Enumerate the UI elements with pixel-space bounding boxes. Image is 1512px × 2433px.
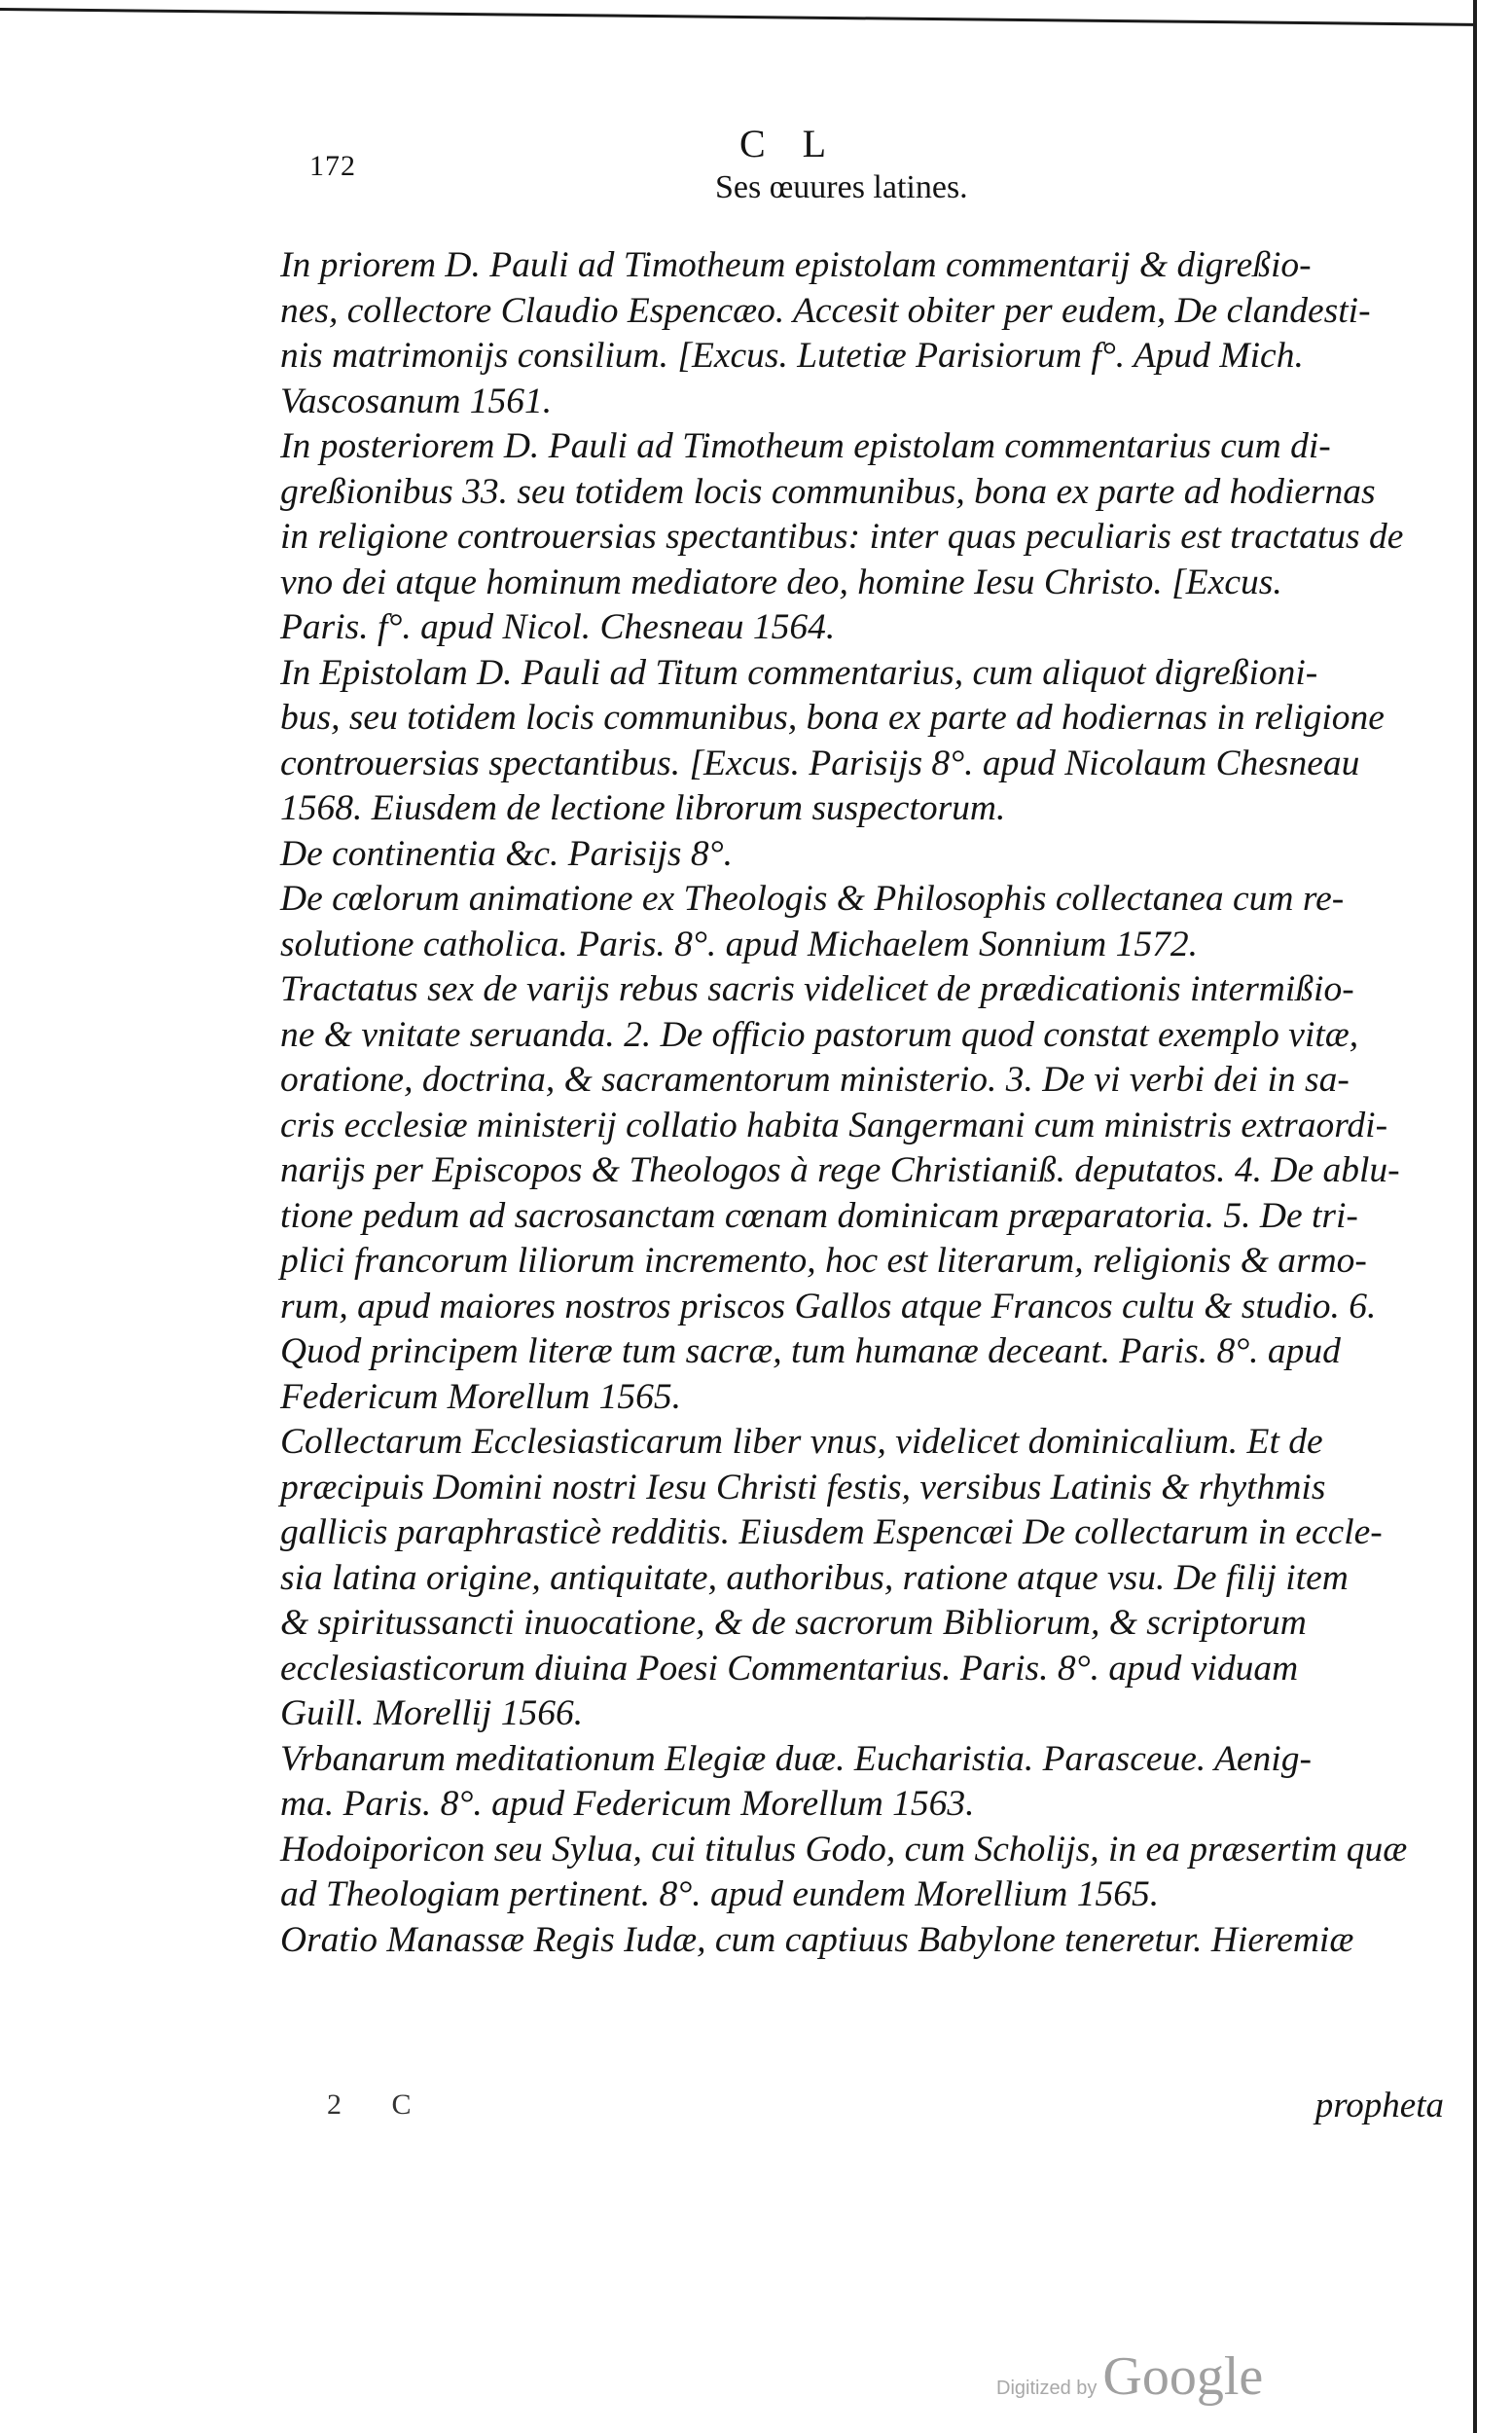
entry-line: Guill. Morellij 1566. [280, 1693, 584, 1733]
entry-line: sia latina origine, antiquitate, authoribus, ratione atque vsu. De filij item [280, 1557, 1349, 1598]
entry-line: Hodoiporicon seu Sylua, cui titulus Godo, cum Scholijs, in ea præsertim quæ [280, 1829, 1408, 1870]
entry-line: Collectarum Ecclesiasticarum liber vnus, videlicet dominicalium. Et de [280, 1422, 1323, 1462]
page-header [0, 115, 1512, 222]
scan-top-edge [0, 8, 1512, 65]
entry-line: In priorem D. Pauli ad Timotheum epistolam commentarij & digreßio- [280, 245, 1312, 285]
entry-line: ne & vnitate seruanda. 2. De officio pastorum quod constat exemplo vitæ, [280, 1014, 1359, 1055]
scan-right-margin [1477, 0, 1512, 2433]
entry-line: Tractatus sex de varijs rebus sacris videlicet de prædicationis intermißio- [280, 969, 1354, 1009]
bibliography-entry [280, 967, 1438, 1420]
entry-line: In posteriorem D. Pauli ad Timotheum epistolam commentarius cum di- [280, 426, 1331, 466]
entry-line: Federicum Morellum 1565. [280, 1376, 682, 1417]
entry-line: Paris. f°. apud Nicol. Chesneau 1564. [280, 607, 836, 647]
bibliography-entry [280, 1918, 1438, 1964]
entry-line: greßionibus 33. seu totidem locis communibus, bona ex parte ad hodiernas [280, 471, 1376, 512]
entry-line: ma. Paris. 8°. apud Federicum Morellum 1563. [280, 1784, 975, 1824]
running-subtitle: Ses œuures latines. [715, 169, 968, 205]
entry-line: oratione, doctrina, & sacramentorum ministerio. 3. De vi verbi dei in sa- [280, 1060, 1350, 1100]
page-number: 172 [309, 150, 356, 182]
watermark-prefix: Digitized by [996, 2378, 1098, 2399]
entry-line: controuersias spectantibus. [Excus. Parisijs 8°. apud Nicolaum Chesneau [280, 743, 1360, 783]
bibliography-entry [280, 243, 1438, 424]
entry-line: narijs per Episcopos & Theologos à rege Christianiß. deputatos. 4. De ablu- [280, 1150, 1400, 1190]
entry-line: Oratio Manassæ Regis Iudæ, cum captiuus Babylone teneretur. Hieremiæ [280, 1919, 1354, 1960]
bibliography-entry [280, 424, 1438, 651]
entry-line: præcipuis Domini nostri Iesu Christi festis, versibus Latinis & rhythmis [280, 1467, 1326, 1507]
bibliography-entry [280, 832, 1438, 878]
entry-line: gallicis paraphrasticè redditis. Eiusdem Espencæi De collectarum in eccle- [280, 1512, 1383, 1552]
entry-line: vno dei atque hominum mediatore deo, homine Iesu Christo. [Excus. [280, 562, 1282, 602]
entry-line: in religione controuersias spectantibus: inter quas peculiaris est tractatus de [280, 517, 1404, 557]
entry-line: In Epistolam D. Pauli ad Titum commentarius, cum aliquot digreßioni- [280, 652, 1318, 693]
bibliography-entry [280, 1737, 1438, 1828]
entry-line: nes, collectore Claudio Espencæo. Accesit obiter per eudem, De clandesti- [280, 290, 1371, 331]
entry-line: cris ecclesiæ ministerij collatio habita Sangermani cum ministris extraordi- [280, 1105, 1388, 1145]
entry-line: ad Theologiam pertinent. 8°. apud eundem Morellium 1565. [280, 1874, 1160, 1914]
entry-line: De continentia &c. Parisijs 8°. [280, 833, 733, 874]
bibliography-entry [280, 1828, 1438, 1918]
bibliography-entry [280, 1420, 1438, 1737]
entry-line: plici francorum liliorum incremento, hoc est literarum, religionis & armo- [280, 1241, 1367, 1281]
entry-line: Vrbanarum meditationum Elegiæ duæ. Eucharistia. Parasceue. Aenig- [280, 1738, 1312, 1779]
signature-mark: 2 C [327, 2088, 433, 2121]
running-title: C L [739, 122, 841, 165]
entry-line: ecclesiasticorum diuina Poesi Commentarius. Paris. 8°. apud viduam [280, 1648, 1299, 1689]
digitized-watermark [996, 2345, 1263, 2408]
bibliography-entry [280, 651, 1438, 832]
entry-line: rum, apud maiores nostros priscos Gallos atque Francos cultu & studio. 6. [280, 1286, 1377, 1326]
entry-line: De cœlorum animatione ex Theologis & Philosophis collectanea cum re- [280, 879, 1345, 919]
bibliography-entries [280, 243, 1438, 1963]
google-logo: Google [1102, 2346, 1264, 2407]
entry-line: 1568. Eiusdem de lectione librorum suspectorum. [280, 788, 1006, 828]
entry-line: bus, seu totidem locis communibus, bona ex parte ad hodiernas in religione [280, 698, 1385, 738]
entry-line: solutione catholica. Paris. 8°. apud Michaelem Sonnium 1572. [280, 924, 1199, 964]
entry-line: tione pedum ad sacrosanctam cœnam dominicam præparatoria. 5. De tri- [280, 1195, 1358, 1236]
catchword: propheta [1314, 2086, 1444, 2125]
entry-line: & spiritussancti inuocatione, & de sacrorum Bibliorum, & scriptorum [280, 1603, 1307, 1643]
entry-line: nis matrimonijs consilium. [Excus. Lutetiæ Parisiorum f°. Apud Mich. [280, 336, 1304, 376]
bibliography-entry [280, 877, 1438, 967]
entry-line: Vascosanum 1561. [280, 381, 553, 421]
entry-line: Quod principem literæ tum sacræ, tum humanæ deceant. Paris. 8°. apud [280, 1331, 1341, 1371]
